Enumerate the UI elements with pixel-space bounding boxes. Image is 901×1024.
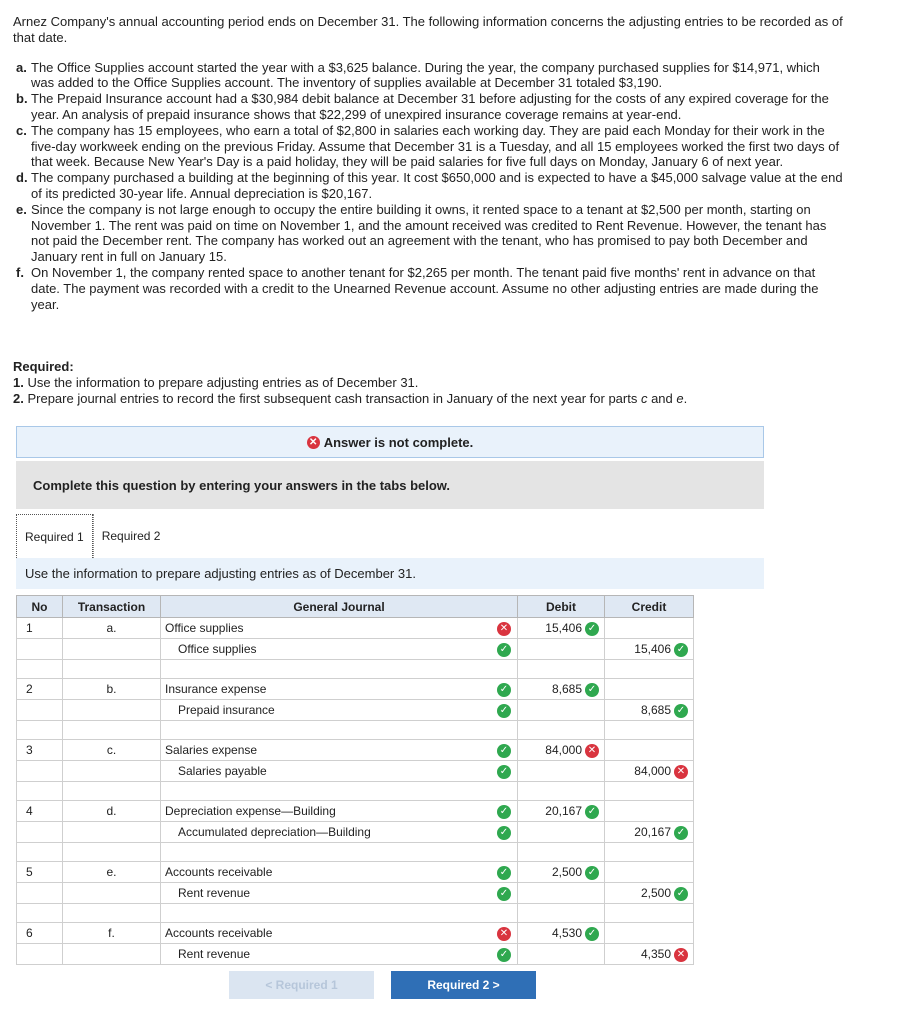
credit-amount-field-empty[interactable]: [605, 618, 694, 639]
debit-amount-field[interactable]: 15,406 ✓: [518, 618, 605, 639]
table-row: [17, 944, 694, 965]
credit-amount-field[interactable]: 20,167 ✓: [605, 822, 694, 843]
debit-amount-field[interactable]: 4,530 ✓: [518, 923, 605, 944]
table-spacer-row: [17, 904, 694, 923]
table-row: [17, 923, 694, 944]
error-icon: ✕: [307, 436, 320, 449]
credit-amount-field-empty[interactable]: [605, 740, 694, 761]
header-general-journal: General Journal: [161, 596, 518, 618]
check-icon: ✓: [585, 927, 599, 941]
tab-instruction: Use the information to prepare adjusting entries as of December 31.: [16, 558, 764, 589]
credit-amount-field-empty[interactable]: [605, 679, 694, 700]
check-icon: ✓: [585, 622, 599, 636]
debit-account-field[interactable]: Office supplies ✕: [161, 618, 518, 639]
problem-item-d: d. The company purchased a building at the beginning of this year. It cost $650,000 and is expected to have a $45,000 salvage value at the end of its predicted 30-year life. Annual depreciation is $20,167.: [16, 170, 843, 201]
credit-account-field[interactable]: Office supplies ✓: [161, 639, 518, 660]
general-journal-table: [16, 595, 694, 965]
check-icon: ✓: [497, 744, 511, 758]
check-icon: ✓: [674, 704, 688, 718]
debit-amount-field-empty[interactable]: [518, 822, 605, 843]
instructions-bar: Complete this question by entering your answers in the tabs below.: [16, 461, 764, 509]
entry-transaction: c.: [63, 740, 161, 761]
problem-item-a: a. The Office Supplies account started the year with a $3,625 balance. During the year, the company purchased supplies for $14,971, which was added to the Office Supplies account. The inventory of supplies available at December 31 totaled $3,190.: [16, 59, 820, 91]
table-row: [17, 822, 694, 843]
entry-no: 6: [17, 923, 63, 944]
table-header-row: [17, 596, 694, 618]
debit-amount-field[interactable]: 20,167 ✓: [518, 801, 605, 822]
table-row: [17, 639, 694, 660]
table-row: [17, 801, 694, 822]
entry-transaction: b.: [63, 679, 161, 700]
check-icon: ✓: [497, 643, 511, 657]
header-transaction: Transaction: [63, 596, 161, 618]
table-row: [17, 761, 694, 782]
credit-account-field[interactable]: Accumulated depreciation—Building ✓: [161, 822, 518, 843]
check-icon: ✓: [674, 826, 688, 840]
debit-amount-field-empty[interactable]: [518, 700, 605, 721]
credit-amount-field[interactable]: 84,000 ✕: [605, 761, 694, 782]
error-icon: ✕: [674, 765, 688, 779]
debit-account-field[interactable]: Accounts receivable ✓: [161, 862, 518, 883]
check-icon: ✓: [585, 805, 599, 819]
table-spacer-row: [17, 843, 694, 862]
tab-required-2[interactable]: Required 2: [93, 514, 169, 558]
header-debit: Debit: [518, 596, 605, 618]
table-row: [17, 740, 694, 761]
table-row: [17, 679, 694, 700]
check-icon: ✓: [585, 866, 599, 880]
credit-amount-field[interactable]: 8,685 ✓: [605, 700, 694, 721]
table-spacer-row: [17, 721, 694, 740]
entry-no: 3: [17, 740, 63, 761]
check-icon: ✓: [674, 643, 688, 657]
debit-account-field[interactable]: Salaries expense ✓: [161, 740, 518, 761]
debit-amount-field[interactable]: 84,000 ✕: [518, 740, 605, 761]
problem-item-f: f. On November 1, the company rented space to another tenant for $2,265 per month. The tenant paid five months' rent in advance on that date. The payment was recorded with a credit to the Unearned Revenue account. Assume no other adjusting entries are made during the year.: [16, 264, 819, 312]
debit-account-field[interactable]: Accounts receivable ✕: [161, 923, 518, 944]
problem-item-b: b. The Prepaid Insurance account had a $30,984 debit balance at December 31 before adjusting for the costs of any expired coverage for the year. An analysis of prepaid insurance shows that $22,299 of unexpired insurance coverage remains at year-end.: [16, 91, 829, 122]
debit-amount-field-empty[interactable]: [518, 639, 605, 660]
check-icon: ✓: [497, 704, 511, 718]
credit-amount-field[interactable]: 15,406 ✓: [605, 639, 694, 660]
problem-item-e: e. Since the company is not large enough to occupy the entire building it owns, it rented space to a tenant at $2,500 per month, starting on November 1. The rent was paid on time on November 1, and the amount received was credited to Rent Revenue. However, the tenant has not paid the December rent. The company has worked out an agreement with the tenant, who has promised to pay both December and January rent in full on January 15.: [16, 201, 827, 265]
answer-status-text: Answer is not complete.: [323, 434, 474, 450]
check-icon: ✓: [674, 887, 688, 901]
entry-no: 5: [17, 862, 63, 883]
table-row: [17, 883, 694, 904]
required-section: [13, 359, 687, 406]
entry-transaction: a.: [63, 618, 161, 639]
check-icon: ✓: [497, 887, 511, 901]
check-icon: ✓: [585, 683, 599, 697]
entry-no: 2: [17, 679, 63, 700]
entry-transaction: e.: [63, 862, 161, 883]
answer-status-banner: [16, 426, 764, 458]
credit-amount-field-empty[interactable]: [605, 801, 694, 822]
credit-amount-field[interactable]: 2,500 ✓: [605, 883, 694, 904]
entry-transaction: d.: [63, 801, 161, 822]
problem-item-c: c. The company has 15 employees, who earn a total of $2,800 in salaries each working day. They are paid each Monday for their work in the five-day workweek ending on the previous Friday. Assume that December 31 is a Tuesday, and all 15 employees worked the first two days of that week. Because New Year's Day is a paid holiday, they will be paid salaries for five full days on Monday, January 6 of next year.: [16, 122, 840, 170]
credit-amount-field[interactable]: 4,350 ✕: [605, 944, 694, 965]
tab-required-1[interactable]: Required 1: [16, 514, 93, 558]
debit-amount-field-empty[interactable]: [518, 883, 605, 904]
table-row: [17, 700, 694, 721]
check-icon: ✓: [497, 948, 511, 962]
debit-account-field[interactable]: Insurance expense ✓: [161, 679, 518, 700]
error-icon: ✕: [674, 948, 688, 962]
table-spacer-row: [17, 660, 694, 679]
error-icon: ✕: [497, 927, 511, 941]
credit-amount-field-empty[interactable]: [605, 862, 694, 883]
debit-account-field[interactable]: Depreciation expense—Building ✓: [161, 801, 518, 822]
required-label: Required:: [13, 359, 74, 374]
error-icon: ✕: [497, 622, 511, 636]
tab-bar: [16, 514, 168, 558]
problem-items: [16, 60, 843, 313]
credit-account-field[interactable]: Rent revenue ✓: [161, 883, 518, 904]
check-icon: ✓: [497, 765, 511, 779]
required-2: 2. Prepare journal entries to record the first subsequent cash transaction in January of the next year for parts c and e.: [13, 390, 688, 406]
credit-amount-field-empty[interactable]: [605, 923, 694, 944]
next-required-2-button[interactable]: Required 2 >: [391, 971, 536, 999]
error-icon: ✕: [585, 744, 599, 758]
entry-transaction: f.: [63, 923, 161, 944]
check-icon: ✓: [497, 826, 511, 840]
credit-account-field[interactable]: Rent revenue ✓: [161, 944, 518, 965]
credit-account-field[interactable]: Prepaid insurance ✓: [161, 700, 518, 721]
check-icon: ✓: [497, 805, 511, 819]
credit-account-field[interactable]: Salaries payable ✓: [161, 761, 518, 782]
problem-intro: Arnez Company's annual accounting period ends on December 31. The following information concerns the adjusting entries to be recorded as of that date.: [13, 14, 843, 45]
entry-no: 1: [17, 618, 63, 639]
table-spacer-row: [17, 782, 694, 801]
check-icon: ✓: [497, 866, 511, 880]
header-no: No: [17, 596, 63, 618]
debit-amount-field-empty[interactable]: [518, 944, 605, 965]
check-icon: ✓: [497, 683, 511, 697]
table-row: [17, 618, 694, 639]
prev-required-1-button[interactable]: < Required 1: [229, 971, 374, 999]
problem-statement: [13, 14, 843, 312]
debit-amount-field[interactable]: 2,500 ✓: [518, 862, 605, 883]
table-row: [17, 862, 694, 883]
header-credit: Credit: [605, 596, 694, 618]
debit-amount-field-empty[interactable]: [518, 761, 605, 782]
required-1: 1. Use the information to prepare adjusting entries as of December 31.: [13, 374, 419, 390]
entry-no: 4: [17, 801, 63, 822]
debit-amount-field[interactable]: 8,685 ✓: [518, 679, 605, 700]
